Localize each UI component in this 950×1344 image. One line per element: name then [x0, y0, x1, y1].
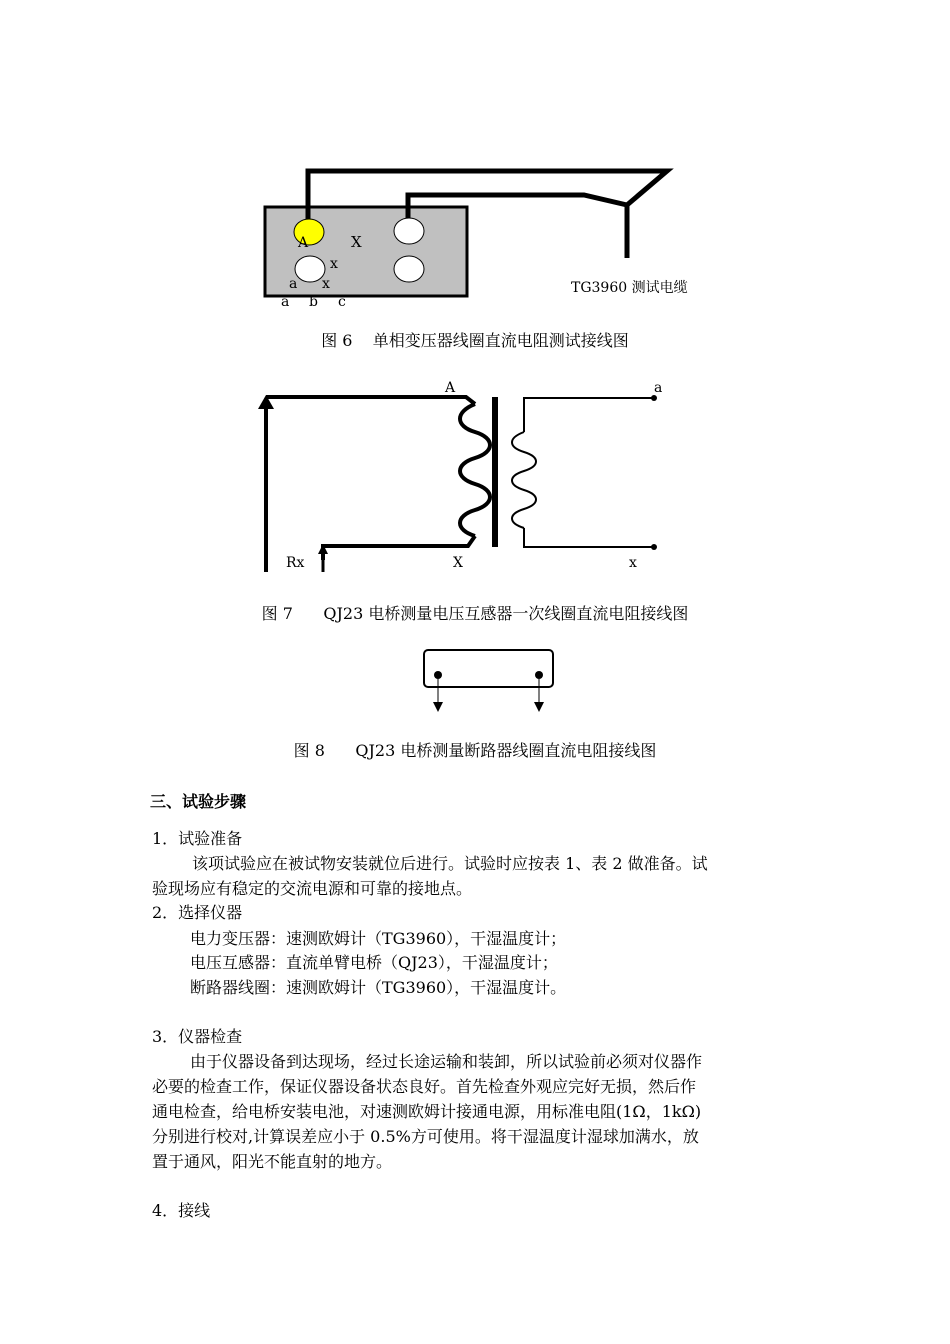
s3-title: 3．仪器检查	[152, 1027, 243, 1046]
fig6-terminal-a	[295, 256, 325, 282]
s1-paragraph-line-1: 该项试验应在被试物安装就位后进行。试验时应按表 1、表 2 做准备。试	[192, 854, 708, 873]
fig8-terminal-left	[434, 671, 442, 679]
fig6-label-a2: a	[281, 294, 290, 310]
fig7-secondary-top	[524, 398, 654, 432]
s3-paragraph-line-5: 置于通风，阳光不能直射的地方。	[152, 1152, 393, 1171]
s1-paragraph-line-2: 验现场应有稳定的交流电源和可靠的接地点。	[152, 879, 473, 898]
fig6-label-b: b	[309, 294, 318, 310]
fig6-cable-label: TG3960 测试电缆	[571, 280, 688, 296]
section-heading: 三、试验步骤	[150, 792, 247, 811]
fig7-label-a: a	[654, 380, 663, 396]
fig7-top-wire	[266, 397, 475, 404]
fig7-secondary-bottom	[524, 528, 654, 547]
s2-item-voltage-transformer: 电压互感器：直流单臂电桥（QJ23），干湿温度计；	[190, 953, 558, 972]
s4-title: 4．接线	[152, 1201, 211, 1220]
fig7-secondary-coil	[512, 432, 536, 528]
s2-item-transformer: 电力变压器：速测欧姆计（TG3960），干湿温度计；	[190, 929, 567, 948]
fig6-label-A: A	[298, 235, 309, 251]
s3-paragraph-line-2: 必要的检查工作，保证仪器设备状态良好。首先检查外观应完好无损，然后作	[152, 1077, 697, 1096]
fig6-label-x2: x	[322, 276, 330, 292]
fig7-label-X: X	[453, 555, 463, 571]
s2-title: 2．选择仪器	[152, 903, 243, 922]
fig8-terminal-right	[535, 671, 543, 679]
fig6-terminal-x	[394, 256, 424, 282]
fig8-caption: 图 8 QJ23 电桥测量断路器线圈直流电阻接线图	[293, 741, 657, 760]
fig8-arrow-down-left-icon	[433, 702, 443, 712]
s3-paragraph-line-4: 分别进行校对,计算误差应小于 0.5%方可使用。将干湿温度计湿球加满水，放	[152, 1127, 699, 1146]
fig8-coil-box	[424, 650, 553, 687]
s1-title: 1．试验准备	[152, 829, 243, 848]
s3-paragraph-line-3: 通电检查，给电桥安装电池，对速测欧姆计接通电源，用标准电阻(1Ω，1kΩ)	[152, 1102, 702, 1121]
fig6-label-a: a	[289, 276, 298, 292]
fig7-caption: 图 7 QJ23 电桥测量电压互感器一次线圈直流电阻接线图	[261, 604, 689, 623]
fig6-terminal-X	[394, 218, 424, 244]
fig6-caption: 图 6 单相变压器线圈直流电阻测试接线图	[321, 331, 629, 350]
fig6-label-x: x	[330, 256, 338, 272]
s2-item-breaker-coil: 断路器线圈：速测欧姆计（TG3960），干湿温度计。	[190, 978, 567, 997]
fig7-label-x: x	[629, 555, 637, 571]
fig6-diagram	[265, 171, 688, 310]
s3-paragraph-line-1: 由于仪器设备到达现场，经过长途运输和装卸，所以试验前必须对仪器作	[190, 1052, 703, 1071]
fig7-terminal-x	[651, 544, 657, 550]
fig7-label-A: A	[445, 380, 456, 396]
fig7-primary-coil	[460, 404, 490, 536]
fig8-arrow-down-right-icon	[534, 702, 544, 712]
fig6-label-X: X	[351, 233, 362, 251]
fig7-label-Rx: Rx	[286, 555, 305, 571]
fig7-diagram	[258, 380, 662, 572]
fig8-diagram	[424, 650, 553, 712]
fig7-core	[492, 397, 498, 547]
fig6-label-c: c	[338, 294, 346, 310]
